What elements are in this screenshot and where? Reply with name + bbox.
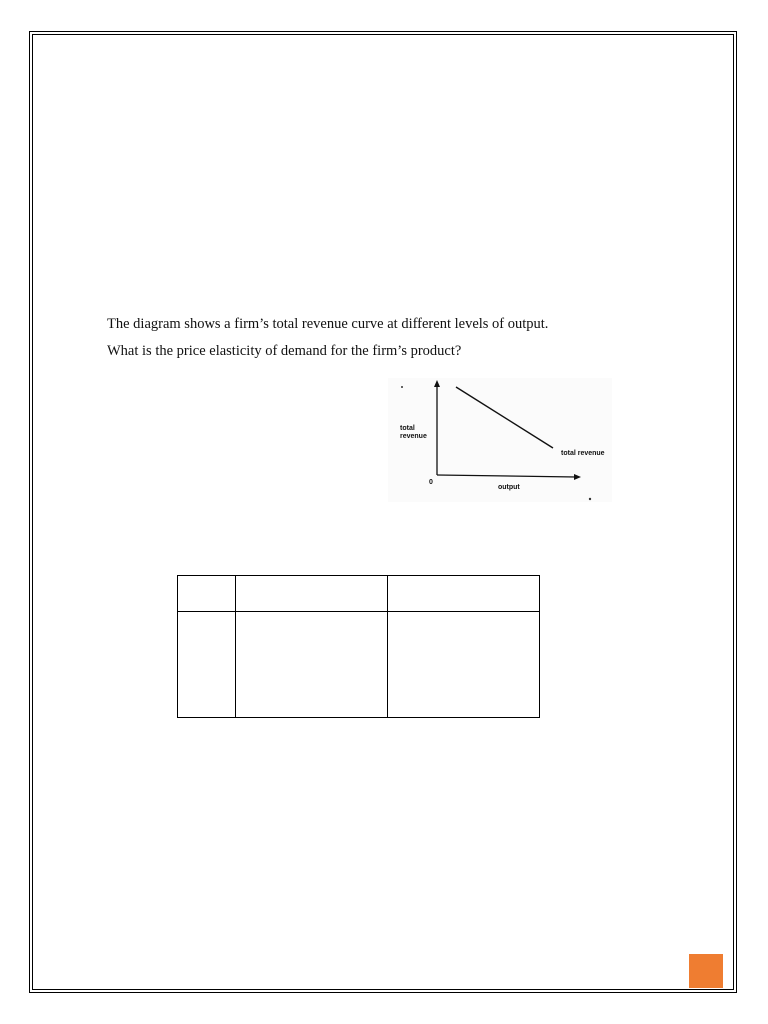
x-axis-label: output [498,484,520,491]
y-axis-label-line1: total [400,425,415,432]
answer-table [177,575,540,718]
question-line-2: What is the price elasticity of demand for the firm’s product? [107,343,462,359]
x-axis-arrow [574,474,581,480]
table-cell [236,612,388,718]
table-cell [178,612,236,718]
diagram-speck [401,386,403,388]
total-revenue-curve [456,387,553,448]
table-row [178,612,540,718]
x-axis [437,475,576,477]
y-axis-label-line2: revenue [400,433,427,440]
origin-label: 0 [429,479,433,486]
curve-label: total revenue [561,450,605,457]
table-cell [236,576,388,612]
table-cell [388,612,540,718]
corner-marker [689,954,723,988]
diagram-svg [388,378,612,502]
page-border-inner [32,34,734,990]
table-cell [178,576,236,612]
table-row [178,576,540,612]
total-revenue-diagram [388,378,612,502]
question-line-1: The diagram shows a firm’s total revenue curve at different levels of output. [107,316,549,332]
table-cell [388,576,540,612]
diagram-speck [589,498,591,500]
y-axis-arrow [434,380,440,387]
